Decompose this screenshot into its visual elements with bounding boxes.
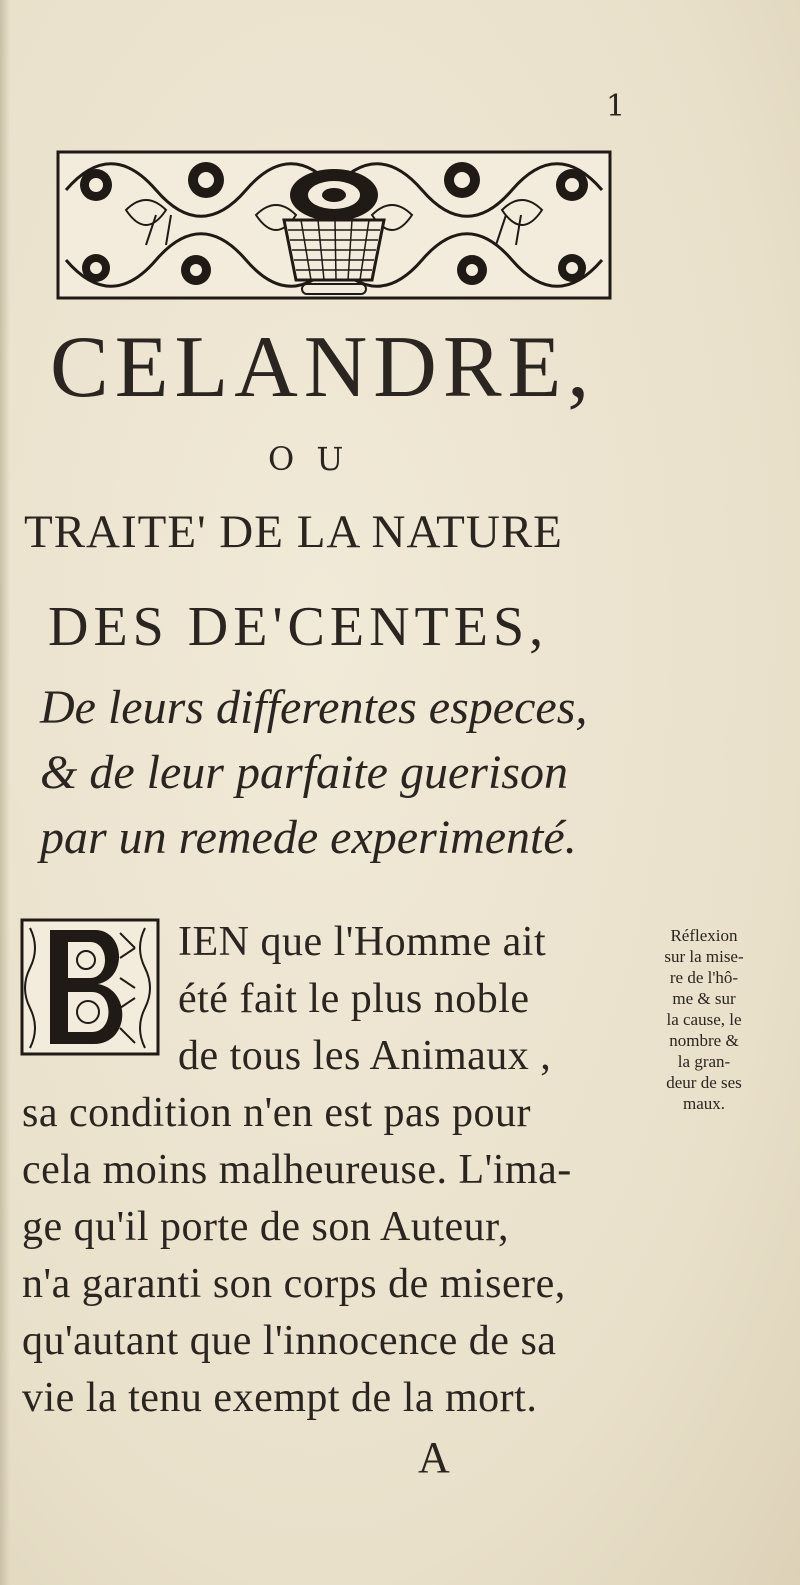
body-text-line: de tous les Animaux , — [178, 1033, 552, 1079]
margin-note-line: Réflexion — [670, 926, 738, 945]
body-text-line: ge qu'il porte de son Auteur, — [22, 1204, 509, 1250]
floral-headpiece-ornament-icon — [56, 150, 612, 300]
subtitle-line: & de leur parfaite guerison — [40, 746, 568, 799]
margin-note-line: deur de ses — [666, 1073, 742, 1092]
margin-note-line: maux. — [682, 1094, 726, 1113]
margin-note-line: re de l'hô- — [669, 968, 739, 987]
title-traite: TRAITE' DE LA NATURE — [24, 506, 563, 558]
title-ou: O U — [268, 440, 350, 478]
title-celandre: CELANDRE, — [50, 319, 596, 416]
title-descentes: DES DE'CENTES, — [48, 596, 549, 658]
body-text-line: qu'autant que l'innocence de sa — [22, 1318, 557, 1364]
body-text-line: sa condition n'en est pas pour — [22, 1090, 531, 1136]
margin-note-line: me & sur — [672, 989, 736, 1008]
catchword: A — [418, 1433, 450, 1482]
margin-note — [624, 925, 784, 1114]
body-text-line: n'a garanti son corps de misere, — [22, 1261, 566, 1307]
page-gutter-shadow — [0, 0, 10, 1585]
body-text-line: été fait le plus noble — [178, 976, 530, 1022]
subtitle-line: De leurs differentes especes, — [40, 681, 588, 734]
margin-note-line: sur la mise- — [664, 947, 744, 966]
subtitle-line: par un remede experimenté. — [40, 811, 577, 864]
body-text-line: cela moins malheureuse. L'ima- — [22, 1147, 572, 1193]
page-number: 1 — [606, 89, 626, 124]
margin-note-line: nombre & — [669, 1031, 739, 1050]
body-text-line: vie la tenu exempt de la mort. — [22, 1375, 538, 1421]
decorated-initial-b-icon — [20, 918, 160, 1056]
margin-note-line: la gran- — [677, 1052, 731, 1071]
margin-note-line: la cause, le — [666, 1010, 742, 1029]
body-text-line: IEN que l'Homme ait — [178, 919, 547, 965]
